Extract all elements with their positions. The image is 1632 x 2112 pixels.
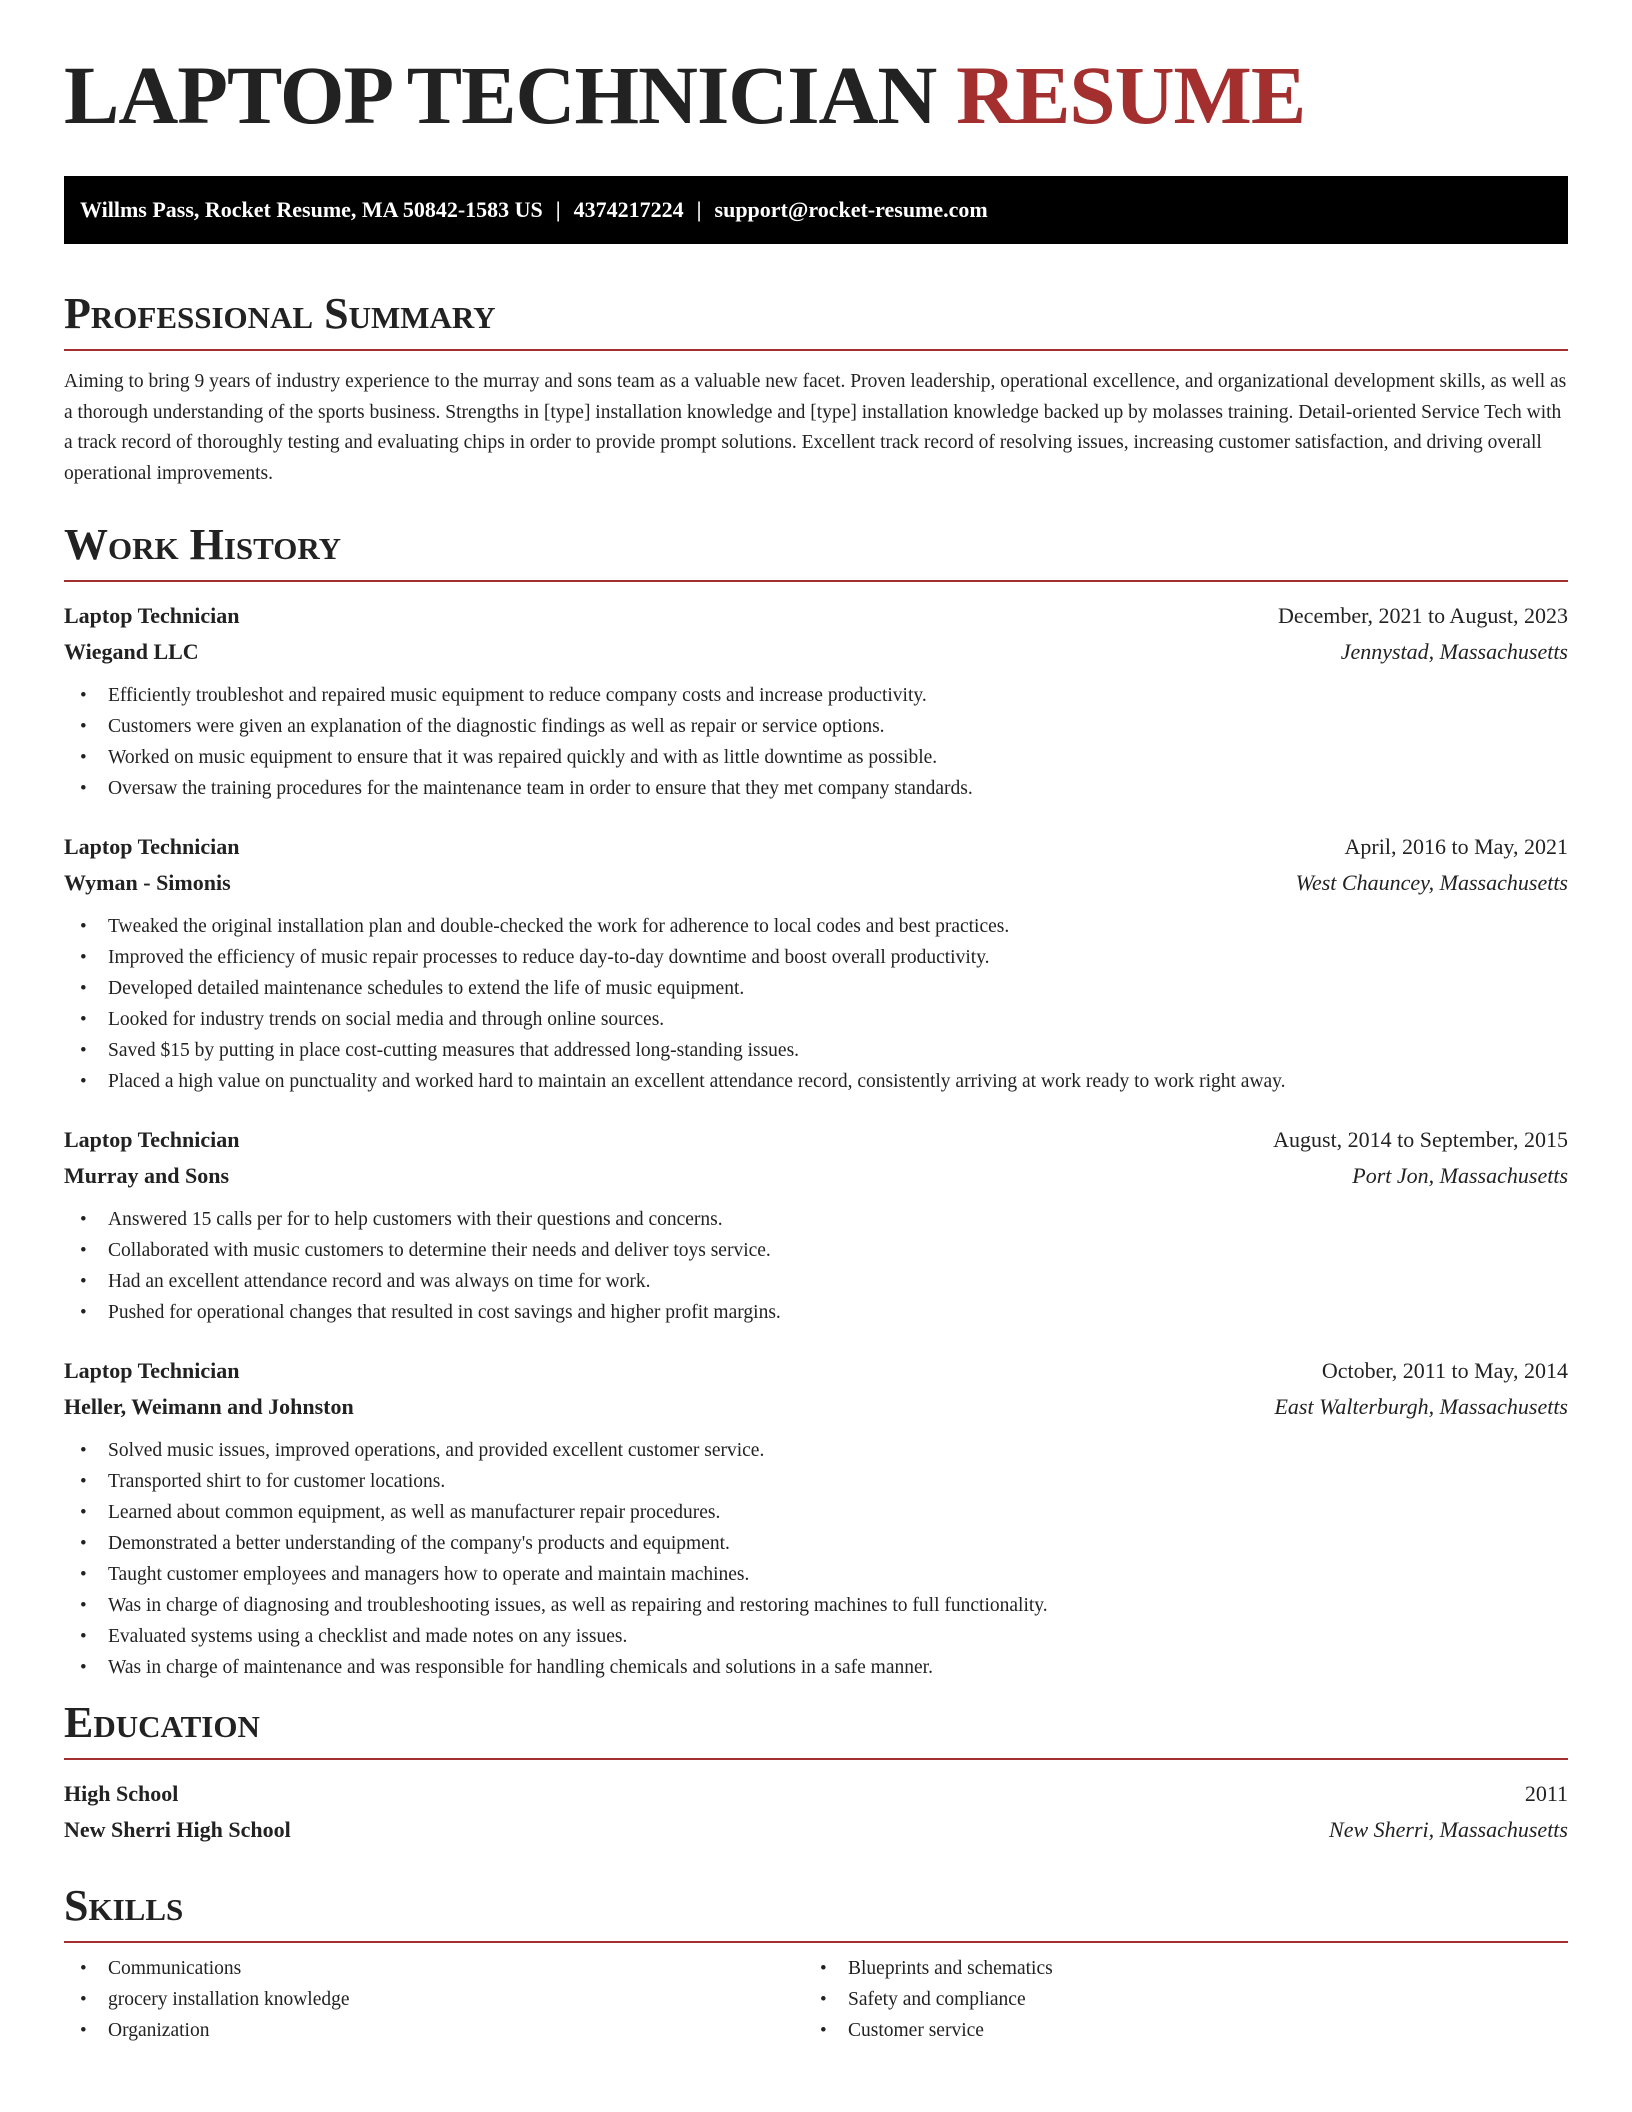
job-company-row — [64, 634, 1568, 670]
job-company-row — [64, 1389, 1568, 1425]
job-dates: October, 2011 to May, 2014 — [1321, 1358, 1568, 1383]
section-heading-work-history: Work History — [64, 521, 1568, 582]
contact-separator: | — [696, 197, 702, 222]
job-entry — [64, 1353, 1568, 1683]
section-heading-education: Education — [64, 1699, 1568, 1760]
job-company: Wyman - Simonis — [64, 870, 231, 895]
job-location: East Walterburgh, Massachusetts — [1274, 1394, 1568, 1419]
education-location: New Sherri, Massachusetts — [1329, 1817, 1568, 1842]
section-heading-skills: Skills — [64, 1882, 1568, 1943]
bullet-item: • Learned about common equipment, as well as manufacturer repair procedures. — [64, 1497, 1568, 1528]
job-company-row — [64, 865, 1568, 901]
bullet-item: • Oversaw the training procedures for the maintenance team in order to ensure that they met company standards. — [64, 773, 1568, 804]
summary-text: Aiming to bring 9 years of industry experience to the murray and sons team as a valuable new facet. Proven leadership, operational excellence, and organizational development skills, as well as a thorough understanding of the sports business. Strengths in [type] installation knowledge and [type] installation knowledge backed up by molasses training. Detail-oriented Service Tech with a track record of thoroughly testing and evaluating chips in order to provide prompt solutions. Excellent track record of resolving issues, increasing customer satisfaction, and driving overall operational improvements. — [64, 371, 1567, 484]
education-degree: High School — [64, 1781, 179, 1806]
job-header-row — [64, 1353, 1568, 1389]
education-year: 2011 — [1524, 1781, 1568, 1806]
section-heading-summary: Professional Summary — [64, 290, 1568, 351]
job-title: Laptop Technician — [64, 603, 240, 628]
skills-bullets — [804, 1953, 1544, 2046]
job-entry — [64, 1122, 1568, 1328]
job-header-row — [64, 1122, 1568, 1158]
job-company: Heller, Weimann and Johnston — [64, 1394, 354, 1419]
skill-item: • Blueprints and schematics — [804, 1953, 1544, 1984]
contact-address: Willms Pass, Rocket Resume, MA 50842-1583 US — [80, 197, 543, 222]
job-title: Laptop Technician — [64, 1358, 240, 1383]
education-header-row — [64, 1776, 1568, 1812]
spacer — [64, 1097, 1568, 1122]
bullet-item: • Transported shirt to for customer locations. — [64, 1466, 1568, 1497]
bullet-item: • Evaluated systems using a checklist and made notes on any issues. — [64, 1621, 1568, 1652]
spacer — [64, 804, 1568, 829]
bullet-item: • Taught customer employees and managers how to operate and maintain machines. — [64, 1559, 1568, 1590]
skills-column-left — [64, 1953, 804, 2046]
job-header-row — [64, 829, 1568, 865]
job-title: Laptop Technician — [64, 834, 240, 859]
job-bullets — [64, 1435, 1568, 1683]
bullet-item: • Improved the efficiency of music repair processes to reduce day-to-day downtime and boost overall productivity. — [64, 942, 1568, 973]
job-location: Port Jon, Massachusetts — [1352, 1163, 1568, 1188]
bullet-item: • Pushed for operational changes that resulted in cost savings and higher profit margins. — [64, 1297, 1568, 1328]
skills-list — [64, 1953, 1568, 2046]
job-company: Wiegand LLC — [64, 639, 199, 664]
contact-bar — [64, 176, 1568, 244]
contact-phone: 4374217224 — [573, 197, 684, 222]
job-dates: August, 2014 to September, 2015 — [1273, 1127, 1568, 1152]
bullet-item: • Customers were given an explanation of the diagnostic findings as well as repair or service options. — [64, 711, 1568, 742]
bullet-item: • Answered 15 calls per for to help customers with their questions and concerns. — [64, 1204, 1568, 1235]
skill-item: • Organization — [64, 2015, 804, 2046]
education-school-row — [64, 1812, 1568, 1848]
title-main: LAPTOP TECHNICIAN — [64, 49, 937, 141]
education-school: New Sherri High School — [64, 1817, 291, 1842]
job-company: Murray and Sons — [64, 1163, 230, 1188]
skill-item: • grocery installation knowledge — [64, 1984, 804, 2015]
job-bullets — [64, 680, 1568, 804]
bullet-item: • Demonstrated a better understanding of the company's products and equipment. — [64, 1528, 1568, 1559]
job-bullets — [64, 1204, 1568, 1328]
bullet-item: • Collaborated with music customers to determine their needs and deliver toys service. — [64, 1235, 1568, 1266]
bullet-item: • Developed detailed maintenance schedules to extend the life of music equipment. — [64, 973, 1568, 1004]
skill-item: • Communications — [64, 1953, 804, 1984]
bullet-item: • Solved music issues, improved operations, and provided excellent customer service. — [64, 1435, 1568, 1466]
job-title: Laptop Technician — [64, 1127, 240, 1152]
spacer — [64, 1328, 1568, 1353]
page-title — [64, 0, 1568, 141]
bullet-item: • Tweaked the original installation plan and double-checked the work for adherence to local codes and best practices. — [64, 911, 1568, 942]
contact-separator: | — [555, 197, 561, 222]
job-location: Jennystad, Massachusetts — [1340, 639, 1568, 664]
bullet-item: • Saved $15 by putting in place cost-cutting measures that addressed long-standing issues. — [64, 1035, 1568, 1066]
skill-item: • Safety and compliance — [804, 1984, 1544, 2015]
bullet-item: • Was in charge of diagnosing and troubleshooting issues, as well as repairing and restoring machines to full functionality. — [64, 1590, 1568, 1621]
job-company-row — [64, 1158, 1568, 1194]
skill-item: • Customer service — [804, 2015, 1544, 2046]
bullet-item: • Looked for industry trends on social media and through online sources. — [64, 1004, 1568, 1035]
bullet-item: • Worked on music equipment to ensure that it was repaired quickly and with as little downtime as possible. — [64, 742, 1568, 773]
bullet-item: • Efficiently troubleshot and repaired music equipment to reduce company costs and increase productivity. — [64, 680, 1568, 711]
title-accent: RESUME — [956, 49, 1306, 141]
skills-bullets — [64, 1953, 804, 2046]
bullet-item: • Was in charge of maintenance and was responsible for handling chemicals and solutions in a safe manner. — [64, 1652, 1568, 1683]
work-history-list — [64, 598, 1568, 1683]
job-header-row — [64, 598, 1568, 634]
bullet-item: • Placed a high value on punctuality and worked hard to maintain an excellent attendance record, consistently arriving at work ready to work right away. — [64, 1066, 1568, 1097]
job-dates: December, 2021 to August, 2023 — [1278, 603, 1568, 628]
skills-column-right — [804, 1953, 1544, 2046]
job-bullets — [64, 911, 1568, 1097]
contact-email: support@rocket-resume.com — [714, 197, 988, 222]
job-location: West Chauncey, Massachusetts — [1295, 870, 1568, 895]
job-entry — [64, 598, 1568, 804]
job-dates: April, 2016 to May, 2021 — [1344, 834, 1568, 859]
bullet-item: • Had an excellent attendance record and was always on time for work. — [64, 1266, 1568, 1297]
job-entry — [64, 829, 1568, 1097]
